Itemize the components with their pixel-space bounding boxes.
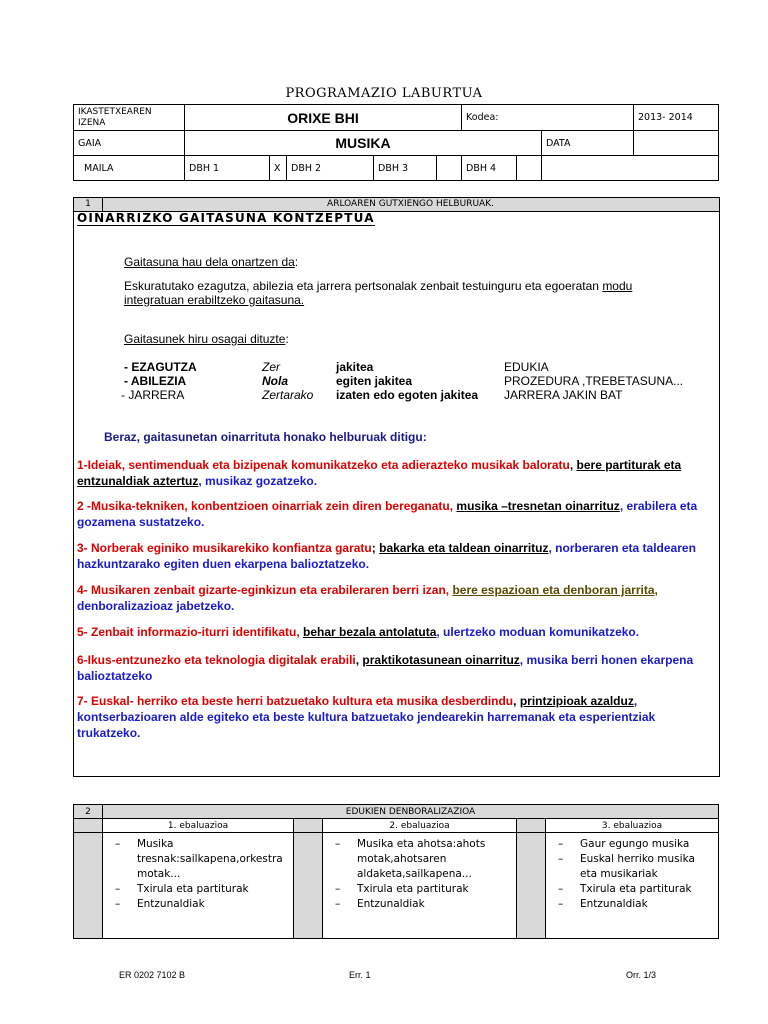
objective-4: 4- Musikaren zenbait gizarte-eginkizun eta erabileraren berri izan, bere espazioan eta denboran jarrita, denboralizazioaz jabetzeko. (77, 583, 658, 613)
section1-title: ARLOAREN GUTXIENGO HELBURUAK. (327, 199, 494, 209)
list-item: – Musika tresnak:sailkapena,orkestra motak... (107, 837, 289, 882)
level-dbh4: DBH 4 (462, 156, 517, 181)
subject-label: GAIA (74, 131, 185, 156)
list-item: – Entzunaldiak (107, 897, 289, 912)
list-item: – Gaur egungo musika (550, 837, 714, 852)
date-label: DATA (542, 131, 634, 156)
section1-bar (73, 197, 720, 212)
document-title: PROGRAMAZIO LABURTUA (285, 86, 483, 101)
school-label: IKASTETXEAREN IZENA (74, 105, 185, 131)
footer-revision: Err. 1 (349, 970, 371, 980)
eval1-label: 1. ebaluazioa (103, 819, 294, 833)
list-item: – Musika eta ahotsa:ahots motak,ahotsaren aldaketa,sailkapena... (327, 837, 512, 882)
level-dbh3: DBH 3 (374, 156, 437, 181)
definition-label: Gaitasuna hau dela onartzen da: (124, 255, 299, 269)
level-empty (542, 156, 719, 181)
level-dbh3-mark (437, 156, 462, 181)
list-item: – Txirula eta partiturak (550, 882, 714, 897)
eval-spacer (74, 833, 103, 939)
subject-name: MUSIKA (185, 131, 542, 156)
level-label: MAILA (74, 156, 185, 181)
definition-text-2: integratuan erabiltzeko gaitasuna. (124, 293, 305, 307)
eval-spacer (294, 833, 323, 939)
eval-spacer (517, 833, 546, 939)
eval-spacer (294, 819, 323, 833)
list-item: – Txirula eta partiturak (327, 882, 512, 897)
level-dbh1: DBH 1 (185, 156, 270, 181)
definition-text: Eskuratutako ezagutza, abilezia eta jarrera pertsonalak zenbait testuinguru eta egoeratan modu (124, 279, 633, 293)
level-dbh2: DBH 2 (287, 156, 374, 181)
objective-7: 7- Euskal- herriko eta beste herri batzuetako kultura eta musika desberdindu, printzipioak azalduz, kontserbazioaren alde egiteko eta beste kultura batzuetako jendearekin harremanak eta esperientziak trukatzeko. (77, 694, 656, 740)
footer-page: Orr. 1/3 (626, 970, 657, 980)
code-label: Kodea: (462, 105, 634, 131)
eval1-content (103, 833, 294, 939)
competence-heading: OINARRIZKO GAITASUNA KONTZEPTUA (77, 211, 375, 225)
eval-spacer (517, 819, 546, 833)
list-item: – Txirula eta partiturak (107, 882, 289, 897)
section1-box: OINARRIZKO GAITASUNA KONTZEPTUA Gaitasuna hau dela onartzen da: Eskuratutako ezagutza, abilezia eta jarrera pertsonalak zenbait testuinguru eta egoeratan modu integratuan erabiltzeko gaitasuna. Gaitasunek hiru osagai dituzte: - EZAGUTZA Zer jakitea EDUKIA - ABILEZIA Nola egiten jakitea PROZEDURA ,TREBETASUNA... - JARRERA Zertarako izaten edo egoten jakitea JARRERA JAKIN BAT Beraz, gaitasunetan oinarrituta honako helburuak ditigu: 1-Ideiak, sentimenduak eta bizipenak komunikatzeko eta adierazteko musikak baloratu, bere partiturak eta entzunaldiak aztertuz, musikaz gozatzeko. 2 -Musika-tekniken, konbentzioen oinarriak zein diren bereganatu, musika –tresnetan oinarrituz, erabilera eta gozamena sustatzeko. 3- Norberak eginiko musikarekiko konfiantza garatu; bakarka eta taldean oinarrituz, norberaren eta taldearen hazkuntzarako egiten duen ekarpena balioztatzeko. 4- Musikaren zenbait gizarte-eginkizun eta erabileraren berri izan, bere espazioan eta denboran jarrita, denboralizazioaz jabetzeko. 5- Zenbait informazio-iturri identifikatu, behar bezala antolatuta, ulertzeko moduan komunikatzeko. 6-Ikus-entzunezko eta teknologia digitalak erabili, praktikotasunean oinarrituz, musika berri honen ekarpena balioztatzeko 7- Euskal- herriko eta beste herri batzuetako kultura eta musika desberdindu, printzipioak azalduz, kontserbazioaren alde egiteko eta beste kultura batzuetako jendearekin harremanak eta esperientziak trukatzeko. (73, 211, 720, 777)
section2-number: 2 (74, 805, 103, 819)
list-item: – Euskal herriko musika eta musikariak (550, 852, 714, 882)
objective-3: 3- Norberak eginiko musikarekiko konfiantza garatu; bakarka eta taldean oinarrituz, norberaren eta taldearen hazkuntzarako egiten duen ekarpena balioztatzeko. (77, 541, 696, 571)
eval-spacer (74, 819, 103, 833)
header-table (73, 104, 719, 181)
list-item: – Entzunaldiak (550, 897, 714, 912)
eval3-content (546, 833, 719, 939)
objectives-intro: Beraz, gaitasunetan oinarrituta honako helburuak ditigu: (104, 430, 427, 444)
objective-6: 6-Ikus-entzunezko eta teknologia digitalak erabili, praktikotasunean oinarrituz, musika berri honen ekarpena balioztatzeko (77, 653, 694, 683)
school-name: ORIXE BHI (185, 105, 462, 131)
eval2-label: 2. ebaluazioa (323, 819, 517, 833)
section1-number: 1 (74, 198, 103, 211)
section2-table (73, 804, 719, 939)
level-dbh1-mark: X (270, 156, 287, 181)
objective-2: 2 -Musika-tekniken, konbentzioen oinarriak zein diren bereganatu, musika –tresnetan oinarrituz, erabilera eta gozamena sustatzeko. (77, 499, 698, 529)
components-label: Gaitasunek hiru osagai dituzte: (124, 332, 289, 346)
academic-year: 2013- 2014 (634, 105, 719, 131)
eval2-content (323, 833, 517, 939)
section2-title: EDUKIEN DENBORALIZAZIOA (103, 805, 719, 819)
level-dbh4-mark (517, 156, 542, 181)
date-value (634, 131, 719, 156)
objective-1: 1-Ideiak, sentimenduak eta bizipenak komunikatzeko eta adierazteko musikak baloratu, bere partiturak eta entzunaldiak aztertuz, musikaz gozatzeko. (77, 458, 682, 488)
list-item: – Entzunaldiak (327, 897, 512, 912)
footer-code: ER 0202 7102 B (119, 970, 186, 980)
eval3-label: 3. ebaluazioa (546, 819, 719, 833)
objective-5: 5- Zenbait informazio-iturri identifikatu, behar bezala antolatuta, ulertzeko moduan komunikatzeko. (77, 625, 640, 639)
